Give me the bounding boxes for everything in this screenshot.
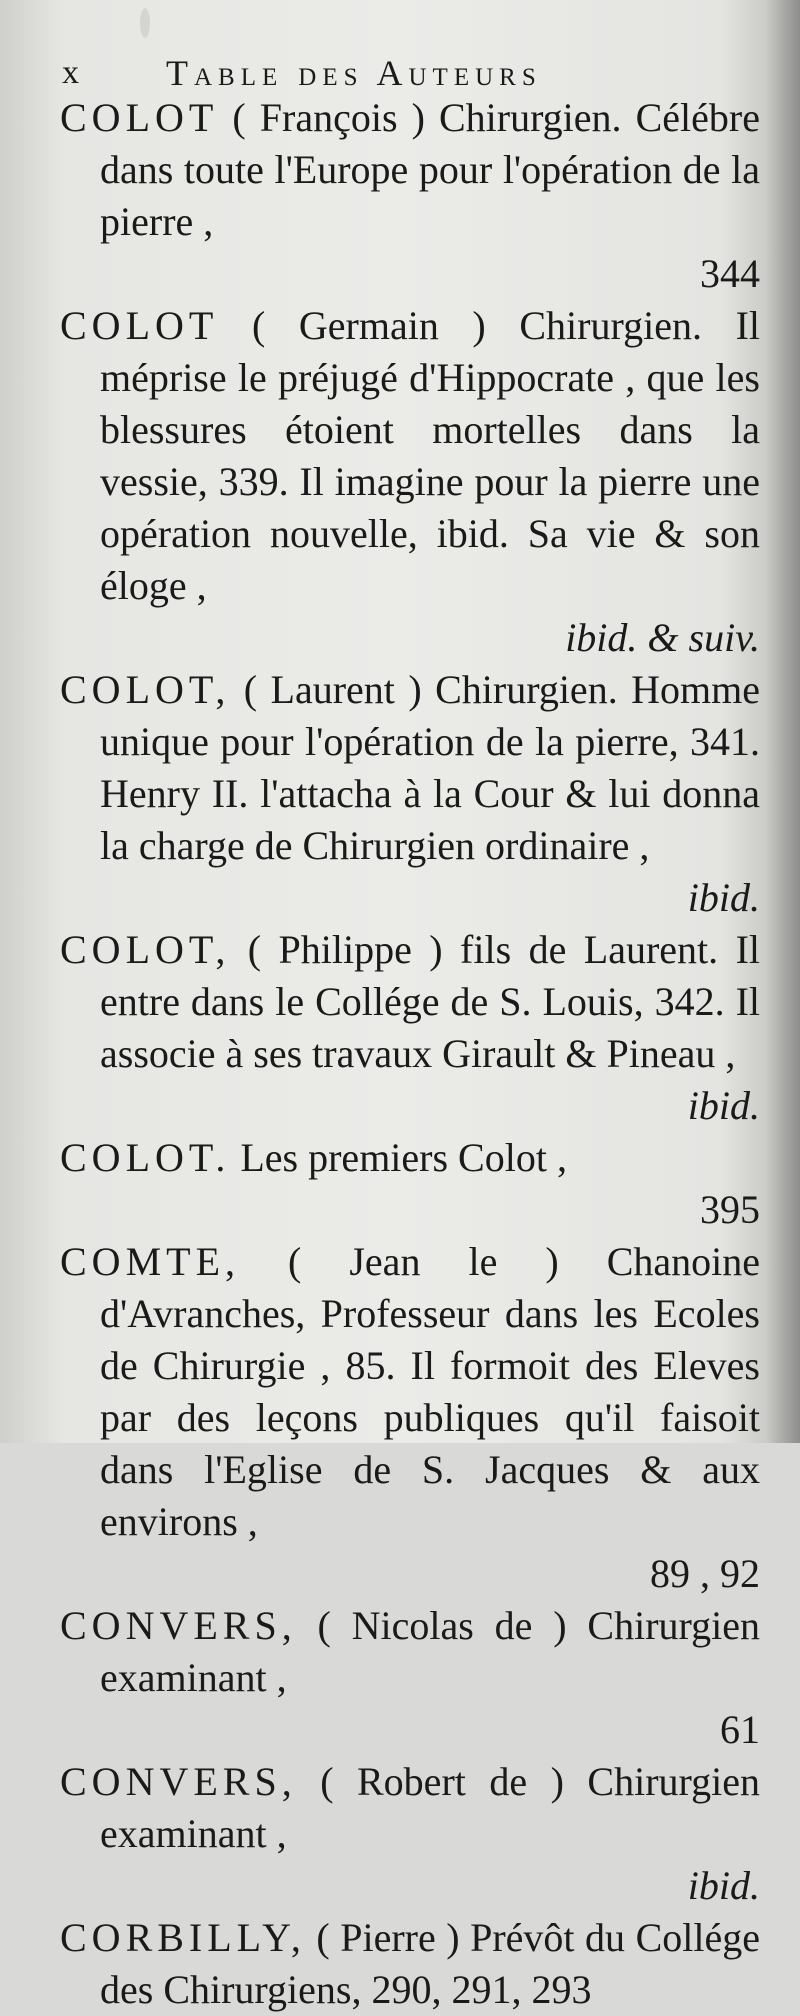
entry-surname: COLOT, (60, 927, 231, 972)
index-entry (60, 924, 760, 1132)
running-title: Table des Auteurs (166, 53, 542, 93)
entry-text: ( François ) Chirurgien. Célébre dans toute l'Europe pour l'opération de la pierre , (100, 95, 760, 244)
entry-text: ( Pierre ) Prévôt du Collége des Chirurgiens, 290, 291, 293 (100, 1915, 760, 2012)
index-entry (60, 1912, 760, 2016)
index-entry (60, 1600, 760, 1756)
entry-text: ( Germain ) Chirurgien. Il méprise le préjugé d'Hippocrate , que les blessures étoient mortelles dans la vessie, 339. Il imagine pour la pierre une opération nouvelle, ibid. Sa vie & son éloge , (100, 303, 760, 608)
entry-text: ( Robert de ) Chirurgien examinant , (100, 1759, 760, 1856)
entry-text: ( Philippe ) fils de Laurent. Il entre dans le Collége de S. Louis, 342. Il associe à ses travaux Girault & Pineau , (100, 927, 760, 1076)
entry-page-ref: 61 (720, 1707, 760, 1752)
entry-page-ref: ibid. (687, 1083, 760, 1128)
entry-text: ( Laurent ) Chirurgien. Homme unique pour l'opération de la pierre, 341. Henry II. l'attacha à la Cour & lui donna la charge de Chirurgien ordinaire , (100, 667, 760, 868)
entry-text: Les premiers Colot , (230, 1135, 567, 1180)
entry-text: ( Jean le ) Chanoine d'Avranches, Professeur dans les Ecoles de Chirurgie , 85. Il formoit des Eleves par des leçons publiques qu'il faisoit dans l'Eglise de S. Jacques & aux environs , (100, 1239, 760, 1544)
entry-page-ref: ibid. (687, 875, 760, 920)
index-entry (60, 300, 760, 664)
entry-page-ref: ibid. & suiv. (565, 615, 760, 660)
entry-page-ref: ibid. (687, 1863, 760, 1908)
index-entry (60, 664, 760, 924)
ink-smudge (140, 8, 150, 38)
entry-text: ( Nicolas de ) Chirurgien examinant , (100, 1603, 760, 1700)
page-number: x (62, 54, 79, 91)
author-index (60, 92, 760, 2016)
page-gutter-shadow (766, 0, 800, 1443)
entry-page-ref: 395 (700, 1187, 760, 1232)
entry-surname: CONVERS, (60, 1759, 297, 1804)
entry-surname: COMTE, (60, 1239, 240, 1284)
entry-page-ref: 344 (700, 251, 760, 296)
index-entry (60, 92, 760, 300)
entry-surname: CONVERS, (60, 1603, 297, 1648)
index-entry (60, 1132, 760, 1236)
index-entry (60, 1236, 760, 1600)
page-header (62, 50, 702, 96)
entry-page-ref: 89 , 92 (650, 1551, 760, 1596)
index-entry (60, 1756, 760, 1912)
entry-surname: COLOT, (60, 667, 231, 712)
entry-surname: COLOT. (60, 1135, 231, 1180)
entry-surname: COLOT (60, 303, 219, 348)
entry-surname: CORBILLY, (60, 1915, 306, 1960)
entry-surname: COLOT (60, 95, 219, 140)
